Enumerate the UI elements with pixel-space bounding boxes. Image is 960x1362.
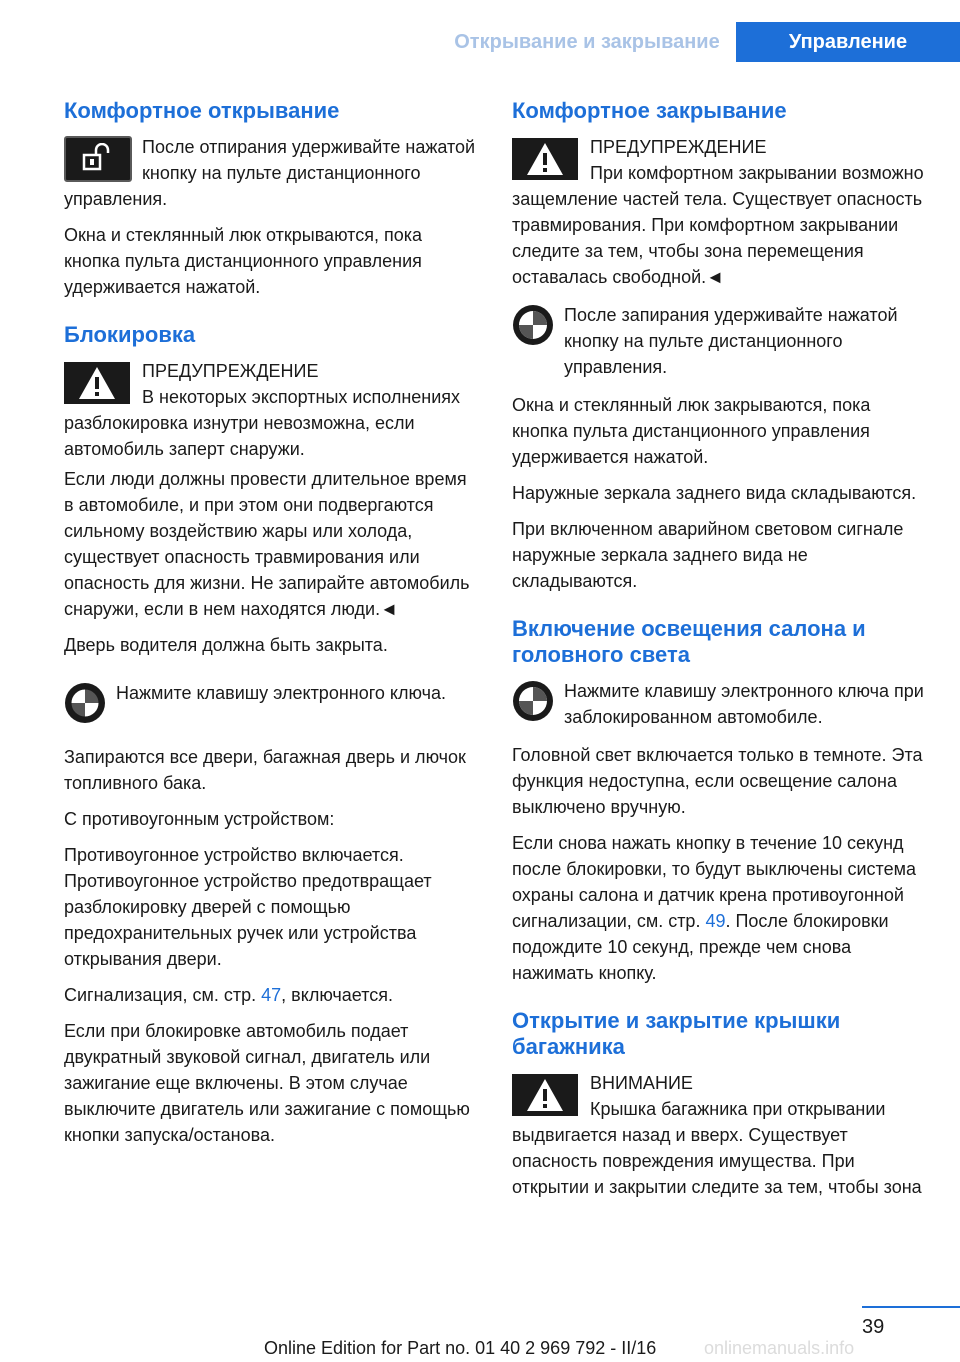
paragraph: Если люди должны провести длительное время в автомобиле, и при этом они подвергаются сильному воздействию жары или холода, существует опасность травмирования или опасность для жизни. Не запирайте автомобиль снаружи, если в нем находятся люди.◄ [64, 469, 470, 619]
right-column [512, 98, 928, 1210]
bmw-key-icon [512, 304, 554, 353]
lights-key-text: Нажмите клавишу электронного ключа при заблокированном автомобиле. [564, 681, 924, 727]
paragraph: Дверь водителя должна быть закрыта. [64, 635, 388, 655]
unlock-button-icon [64, 136, 132, 182]
heading-lock: Блокировка [64, 322, 196, 347]
edition-note: Online Edition for Part no. 01 40 2 969 792 - II/16 [264, 1338, 657, 1358]
paragraph: При включенном аварийном световом сигнале наружные зеркала заднего вида не складываются. [512, 519, 904, 591]
paragraph: Сигнализация, см. стр. 47, включается. [64, 985, 394, 1005]
warning-icon [512, 1074, 578, 1116]
warning-text: При комфортном закрывании возможно защемление частей тела. Существует опасность травмирования. При комфортном закрывании следите за тем, чтобы зона перемещения оставалась свободной.◄ [512, 163, 924, 287]
heading-lights: Включение освещения салона и головного света [512, 616, 866, 667]
section-title: Открывание и закрывание [454, 31, 720, 53]
paragraph: Окна и стеклянный люк закрываются, пока кнопка пульта дистанционного управления удерживается нажатой. [512, 395, 871, 467]
bmw-key-icon [512, 680, 554, 729]
key-text: Нажмите клавишу электронного ключа. [116, 683, 446, 703]
warning-text: В некоторых экспортных исполнениях разблокировка изнутри невозможна, если автомобиль заперт снаружи. [64, 387, 461, 459]
paragraph: Головной свет включается только в темноте. Эта функция недоступна, если освещение салона выключено вручную. [512, 745, 923, 817]
page-link-49[interactable]: 49 [705, 911, 726, 931]
page-number: 39 [862, 1316, 885, 1338]
paragraph: Если снова нажать кнопку в течение 10 секунд после блокировки, то будут выключены система охраны салона и датчик крена противоугонной сигнализации, см. стр. 49. После блокировки подождите 10 секунд, прежде чем снова нажимать кнопку. [512, 833, 916, 983]
key-instruction [512, 302, 928, 380]
paragraph: Окна и стеклянный люк открываются, пока кнопка пульта дистанционного управления удерживается нажатой. [64, 225, 423, 297]
warning-block [64, 358, 480, 462]
left-column [64, 98, 480, 1158]
comfort-close-text: После запирания удерживайте нажатой кнопку на пульте дистанционного управления. [564, 305, 898, 377]
page-link-47[interactable]: 47 [261, 985, 282, 1005]
paragraph: Если при блокировке автомобиль подает двукратный звуковой сигнал, двигатель или зажигание еще включены. В этом случае выключите двигатель или зажигание с помощью кнопки запуска/останова. [64, 1021, 470, 1145]
warning-icon [64, 362, 130, 404]
watermark: onlinemanuals.info [704, 1338, 855, 1358]
chapter-title: Управление [736, 22, 960, 62]
warning-block [512, 134, 928, 290]
warning-title: ВНИМАНИЕ [590, 1073, 693, 1093]
paragraph [64, 134, 480, 212]
paragraph: Запираются все двери, багажная дверь и лючок топливного бака. [64, 747, 466, 793]
warning-title: ПРЕДУПРЕЖДЕНИЕ [142, 361, 319, 381]
key-instruction [64, 680, 480, 728]
heading-comfort-open: Комфортное открывание [64, 98, 340, 123]
warning-block [512, 1070, 928, 1200]
footer-rule [862, 1306, 960, 1308]
key-instruction [512, 678, 928, 730]
paragraph: Противоугонное устройство включается. Противоугонное устройство предотвращает разблокировку дверей с помощью предохранительных ручек или устройства открывания двери. [64, 845, 432, 969]
comfort-open-text: После отпирания удерживайте нажатой кнопку на пульте дистанционного управления. [64, 137, 476, 209]
warning-icon [512, 138, 578, 180]
page-header [0, 0, 960, 62]
heading-trunk: Открытие и закрытие крышки багажника [512, 1008, 841, 1059]
warning-title: ПРЕДУПРЕЖДЕНИЕ [590, 137, 767, 157]
paragraph: С противоугонным устройством: [64, 809, 335, 829]
heading-comfort-close: Комфортное закрывание [512, 98, 787, 123]
bmw-key-icon [64, 682, 106, 731]
paragraph: Наружные зеркала заднего вида складываются. [512, 483, 917, 503]
warning-text: Крышка багажника при открывании выдвигается назад и вверх. Существует опасность повреждения имущества. При открытии и закрытии следите за тем, чтобы зона [512, 1099, 922, 1197]
